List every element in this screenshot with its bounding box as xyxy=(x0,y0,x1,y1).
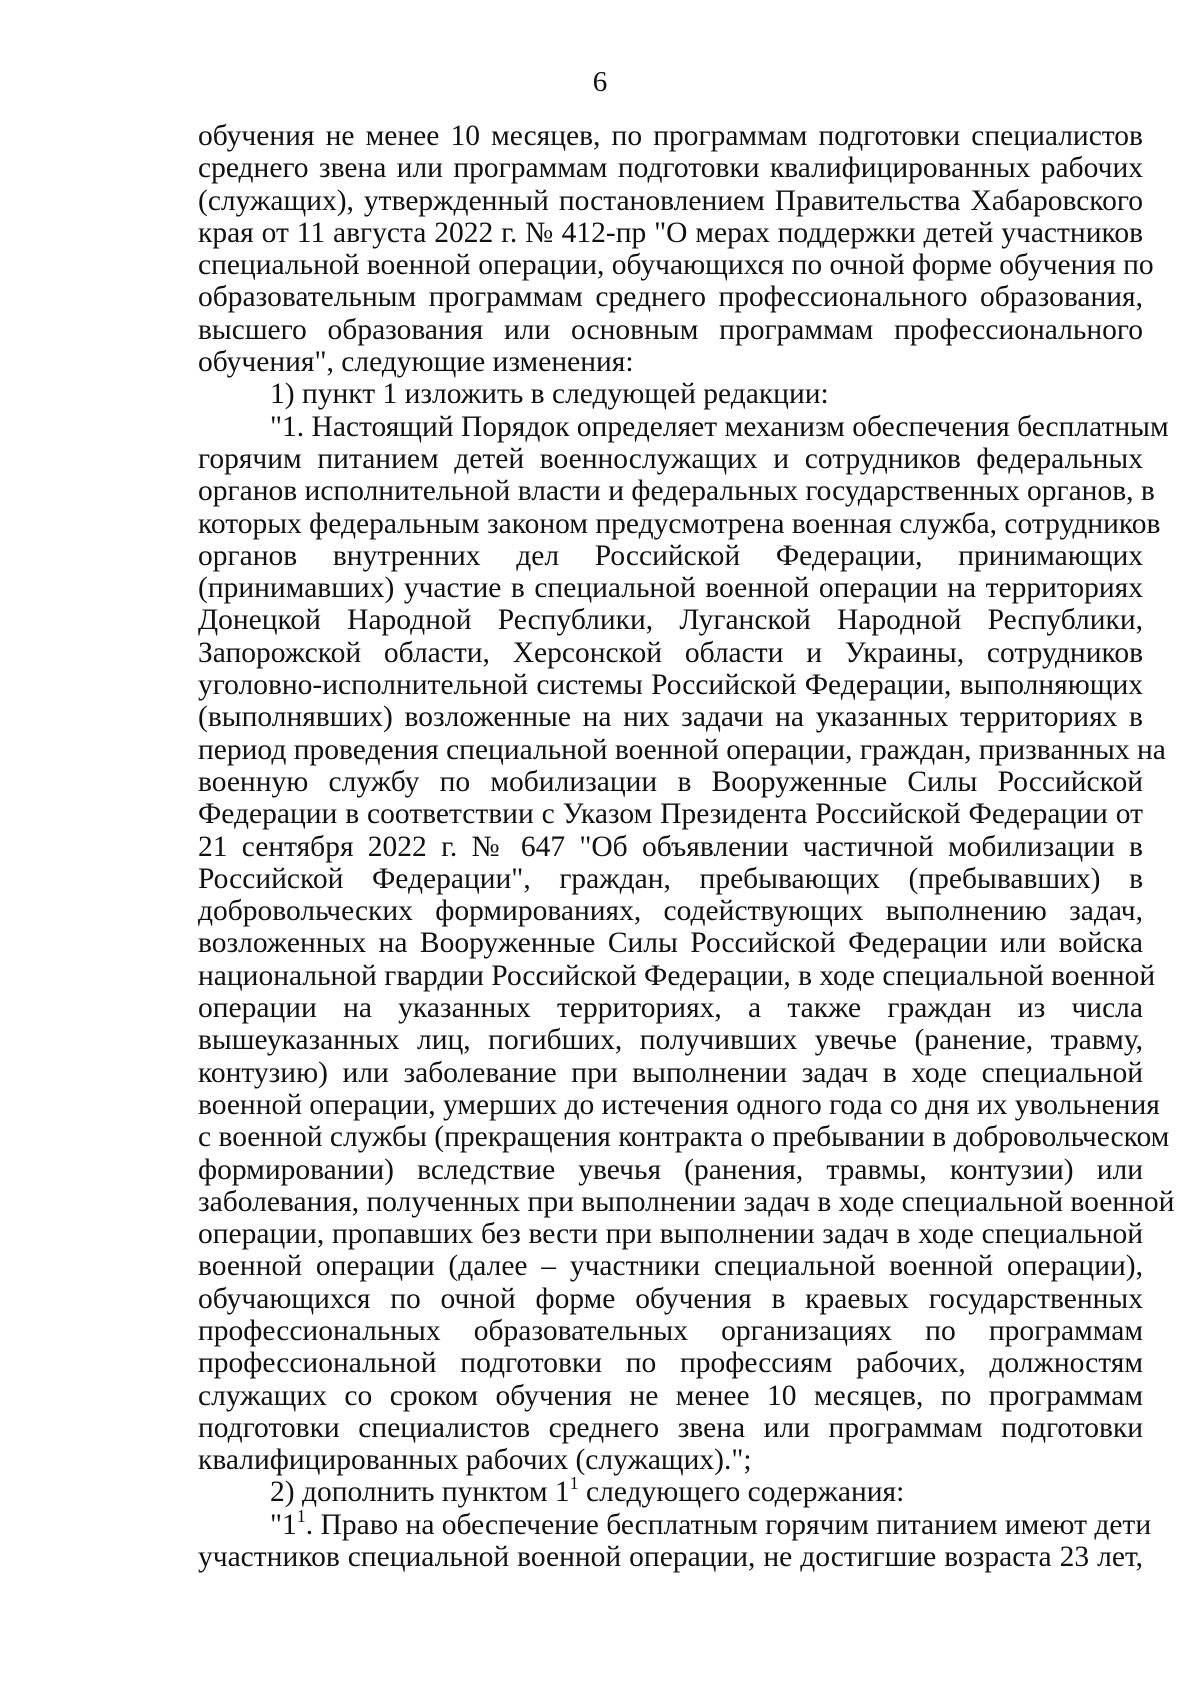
text-line: "1. Настоящий Порядок определяет механизм обеспечения бесплатным xyxy=(270,410,1169,443)
text-line: заболевания, полученных при выполнении задач в ходе специальной военной xyxy=(198,1185,1175,1218)
text-line: служащих со сроком обучения не менее 10 месяцев, по программам xyxy=(198,1379,1143,1412)
document-body xyxy=(198,120,1175,1574)
text-line: период проведения специальной военной операции, граждан, призванных на xyxy=(198,733,1166,766)
text-line: среднего звена или программам подготовки квалифицированных рабочих xyxy=(198,152,1143,185)
text-line: контузию) или заболевание при выполнении задач в ходе специальной xyxy=(198,1056,1143,1089)
text-line: военную службу по мобилизации в Вооруженные Силы Российской xyxy=(198,765,1143,798)
text-line: специальной военной операции, обучающихся по очной форме обучения по xyxy=(198,249,1154,282)
page-number: 6 xyxy=(592,66,608,98)
text-line: органов внутренних дел Российской Федерации, принимающих xyxy=(198,539,1143,572)
text-line: высшего образования или основным программам профессионального xyxy=(198,313,1143,346)
text-line: добровольческих формированиях, содействующих выполнению задач, xyxy=(198,895,1143,928)
text-line: края от 11 августа 2022 г. № 412-пр "О мерах поддержки детей участников xyxy=(198,216,1143,249)
text-line: Донецкой Народной Республики, Луганской Народной Республики, xyxy=(198,604,1143,637)
item-1-1-text: "1 xyxy=(270,1508,297,1541)
text-line: операции, пропавших без вести при выполнении задач в ходе специальной xyxy=(198,1218,1143,1251)
text-line: горячим питанием детей военнослужащих и сотрудников федеральных xyxy=(198,442,1143,475)
item-1-1-text-end: . Право на обеспечение бесплатным горячим питанием имеют дети xyxy=(305,1508,1152,1541)
amendment-2-superscript: 1 xyxy=(569,1473,579,1494)
text-line: обучающихся по очной форме обучения в краевых государственных xyxy=(198,1282,1143,1315)
text-line: Российской Федерации", граждан, пребывающих (пребывавших) в xyxy=(198,862,1143,895)
text-line: подготовки специалистов среднего звена или программам подготовки xyxy=(198,1411,1143,1444)
text-line: (выполнявших) возложенные на них задачи на указанных территориях в xyxy=(198,701,1143,734)
text-line: которых федеральным законом предусмотрена военная служба, сотрудников xyxy=(198,507,1161,540)
text-line: 1) пункт 1 изложить в следующей редакции: xyxy=(270,378,829,411)
text-line: профессиональной подготовки по профессиям рабочих, должностям xyxy=(198,1347,1143,1380)
text-line: образовательным программам среднего профессионального образования, xyxy=(198,281,1143,314)
text-line: формировании) вследствие увечья (ранения, травмы, контузии) или xyxy=(198,1153,1143,1186)
text-line: квалифицированных рабочих (служащих)."; xyxy=(198,1444,752,1477)
text-line: (принимавших) участие в специальной военной операции на территориях xyxy=(198,572,1143,605)
text-line: вышеуказанных лиц, погибших, получивших увечье (ранение, травму, xyxy=(198,1024,1143,1057)
text-line: военной операции (далее – участники специальной военной операции), xyxy=(198,1250,1143,1283)
amendment-2-text-end: следующего содержания: xyxy=(578,1476,905,1509)
text-line: операции на указанных территориях, а также граждан из числа xyxy=(198,992,1143,1025)
text-line: национальной гвардии Российской Федерации, в ходе специальной военной xyxy=(198,959,1156,992)
text-line: профессиональных образовательных организациях по программам xyxy=(198,1314,1143,1347)
text-lines xyxy=(198,120,1175,1477)
item-1-1-superscript: 1 xyxy=(296,1505,306,1526)
text-line-item-1-1 xyxy=(198,1505,1152,1541)
text-line: Федерации в соответствии с Указом Президента Российской Федерации от xyxy=(198,798,1143,831)
text-line: возложенных на Вооруженные Силы Российской Федерации или войска xyxy=(198,927,1143,960)
text-line-last: участников специальной военной операции, не достигшие возраста 23 лет, xyxy=(198,1541,1143,1574)
text-line: органов исполнительной власти и федеральных государственных органов, в xyxy=(198,475,1155,508)
text-line: военной операции, умерших до истечения одного года со дня их увольнения xyxy=(198,1088,1160,1121)
text-line: Запорожской области, Херсонской области и Украины, сотрудников xyxy=(198,636,1143,669)
text-line-amendment-2 xyxy=(198,1473,1143,1509)
text-line: уголовно-исполнительной системы Российской Федерации, выполняющих xyxy=(198,669,1143,702)
text-line: 21 сентября 2022 г. № 647 "Об объявлении частичной мобилизации в xyxy=(198,830,1143,863)
text-line: обучения не менее 10 месяцев, по программам подготовки специалистов xyxy=(198,120,1143,152)
text-line: обучения", следующие изменения: xyxy=(198,346,634,379)
amendment-2-text: 2) дополнить пунктом 1 xyxy=(270,1476,570,1509)
text-line: (служащих), утвержденный постановлением Правительства Хабаровского xyxy=(198,184,1143,217)
text-line: с военной службы (прекращения контракта о пребывании в добровольческом xyxy=(198,1121,1170,1154)
